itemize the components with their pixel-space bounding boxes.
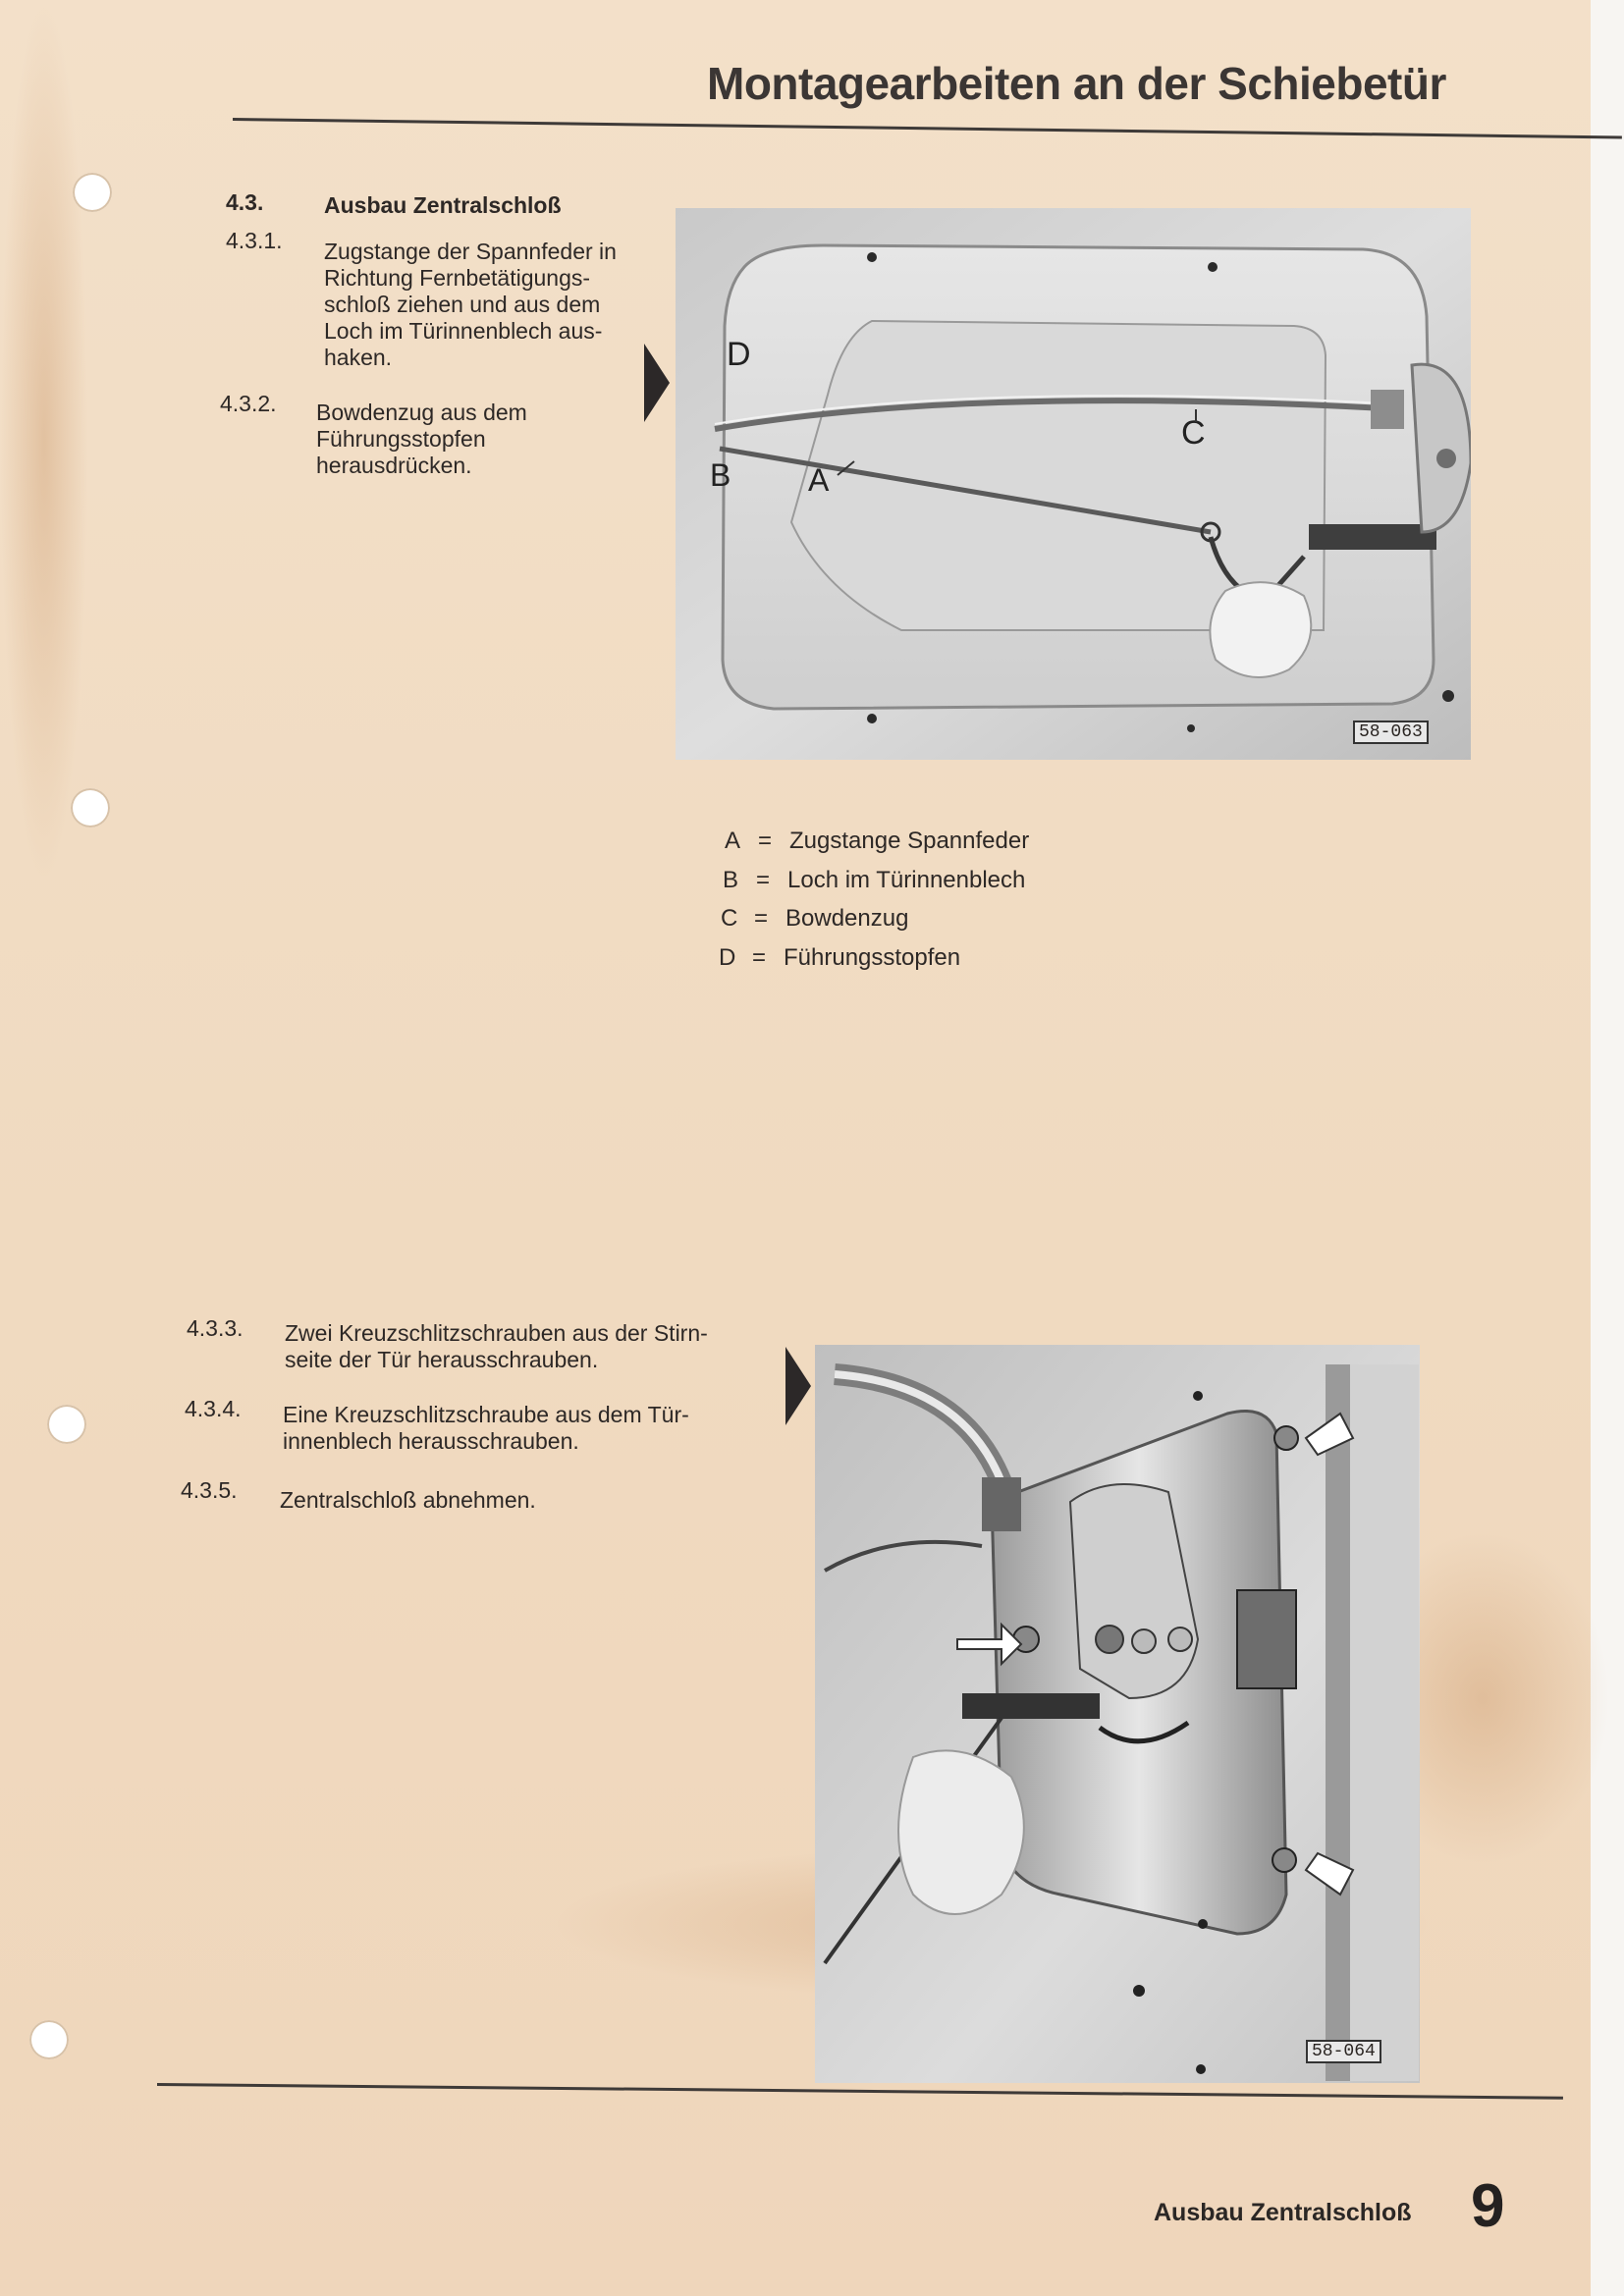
legend-item: B = Loch im Türinnenblech <box>723 867 1026 893</box>
figure-code: 58-063 <box>1353 721 1429 744</box>
page-title: Montagearbeiten an der Schiebetür <box>707 58 1446 109</box>
page-number: 9 <box>1471 2172 1505 2240</box>
step-text: Zwei Kreuzschlitzschrauben aus der Stirn- seite der Tür herausschrauben. <box>285 1320 708 1372</box>
punch-hole <box>71 788 110 828</box>
punch-hole <box>29 2020 69 2059</box>
section-number: 4.3. <box>226 189 264 215</box>
section-title: Ausbau Zentralschloß <box>324 192 562 218</box>
footer-label: Ausbau Zentralschloß <box>1154 2199 1412 2226</box>
water-stain <box>0 0 88 883</box>
label-c: C <box>1181 414 1206 452</box>
legend-item: C = Bowdenzug <box>721 905 909 932</box>
figure-door-inner-panel <box>676 208 1471 760</box>
legend-item: A = Zugstange Spannfeder <box>725 828 1030 854</box>
step-number: 4.3.4. <box>185 1396 242 1421</box>
figure-pointer-icon <box>785 1347 811 1425</box>
punch-hole <box>47 1405 86 1444</box>
step-text: Eine Kreuzschlitzschraube aus dem Tür- innenblech herausschrauben. <box>283 1402 689 1454</box>
page-edge <box>1591 0 1624 2296</box>
figure-code: 58-064 <box>1306 2040 1381 2063</box>
label-a: A <box>808 462 830 498</box>
label-d: D <box>727 336 751 373</box>
figure-pointer-icon <box>644 344 670 422</box>
door-panel-illustration <box>676 208 1471 760</box>
figure-central-lock <box>815 1345 1420 2083</box>
step-number: 4.3.5. <box>181 1477 238 1503</box>
step-text: Bowdenzug aus dem Führungsstopfen herausdrücken. <box>316 400 527 478</box>
punch-hole <box>73 173 112 212</box>
step-number: 4.3.2. <box>220 391 277 416</box>
step-text: Zugstange der Spannfeder in Richtung Fernbetätigungs- schloß ziehen und aus dem Loch im Türinnenblech aus- haken. <box>324 239 617 370</box>
step-number: 4.3.1. <box>226 228 283 253</box>
label-b: B <box>710 457 731 493</box>
legend-item: D = Führungsstopfen <box>719 944 961 971</box>
step-text: Zentralschloß abnehmen. <box>280 1487 536 1513</box>
central-lock-illustration <box>815 1345 1420 2083</box>
step-number: 4.3.3. <box>187 1315 244 1341</box>
